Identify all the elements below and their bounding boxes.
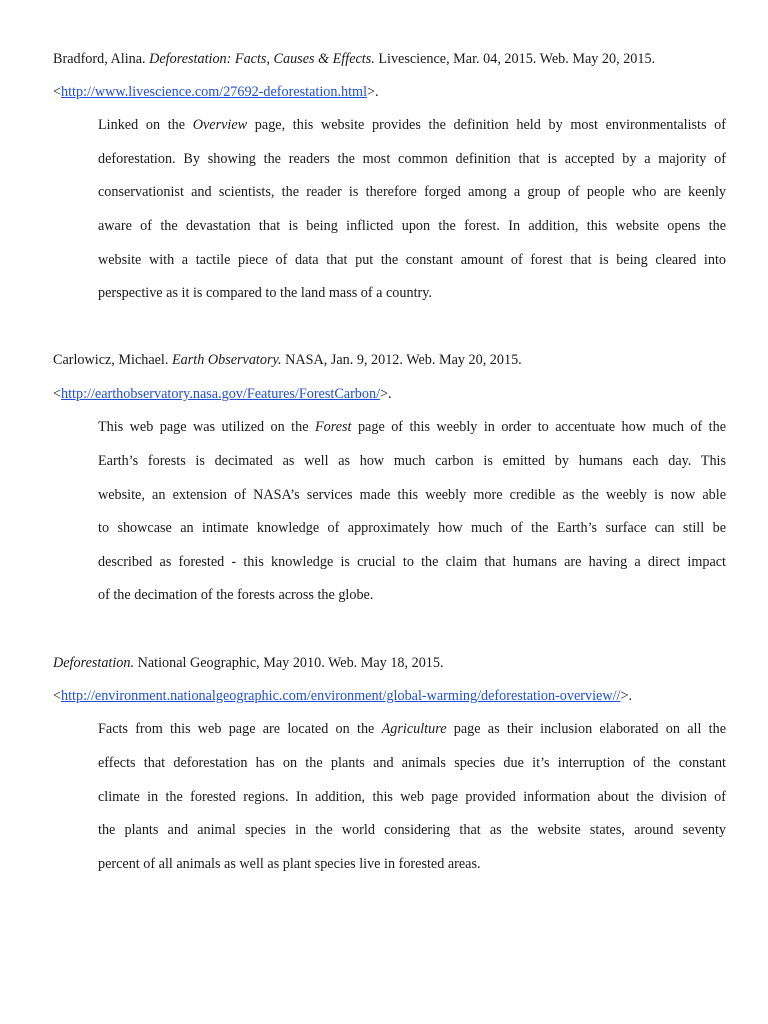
citation-url-line: <http://www.livescience.com/27692-deforestation.html>. xyxy=(53,84,379,100)
citation-source: National Geographic, May 2010. Web. May 18, 2015. xyxy=(137,655,444,671)
annotation-line: climate in the forested regions. In addition, this web page provided information about the division of xyxy=(98,789,726,805)
annotation-line: aware of the devastation that is being inflicted upon the forest. In addition, this website opens the xyxy=(98,218,726,234)
annotation-line: perspective as it is compared to the land mass of a country. xyxy=(98,285,432,301)
annotation-line: deforestation. By showing the readers the most common definition that is accepted by a majority of xyxy=(98,151,726,167)
annotation-line: Linked on the Overview page, this website provides the definition held by most environmentalists of xyxy=(98,117,726,133)
annotation-line: to showcase an intimate knowledge of approximately how much of the Earth’s surface can still be xyxy=(98,520,726,536)
annotation-line: Facts from this web page are located on the Agriculture page as their inclusion elaborated on all the xyxy=(98,721,726,737)
annotation-line: website with a tactile piece of data that put the constant amount of forest that is being cleared into xyxy=(98,252,726,268)
citation-line xyxy=(53,350,522,370)
citation-url-line: <http://earthobservatory.nasa.gov/Features/ForestCarbon/>. xyxy=(53,386,392,402)
citation-url-line: <http://environment.nationalgeographic.com/environment/global-warming/deforestation-overview//>. xyxy=(53,688,633,704)
citation-line xyxy=(53,49,655,69)
citation-author: Carlowicz, Michael. xyxy=(53,352,169,368)
citation-link[interactable]: http://environment.nationalgeographic.com/environment/global-warming/deforestation-overview// xyxy=(61,688,621,704)
annotation-line: This web page was utilized on the Forest page of this weebly in order to accentuate how much of the xyxy=(98,419,727,435)
citation-link[interactable]: http://www.livescience.com/27692-deforestation.html xyxy=(61,84,368,100)
annotation-line: effects that deforestation has on the plants and animals species due it’s interruption of the constant xyxy=(98,755,726,771)
citation-line xyxy=(53,653,444,673)
citation-source: NASA, Jan. 9, 2012. Web. May 20, 2015. xyxy=(285,352,522,368)
citation-title: Earth Observatory. xyxy=(171,352,282,368)
citation-author: Bradford, Alina. xyxy=(53,51,146,67)
citation-link[interactable]: http://earthobservatory.nasa.gov/Features/ForestCarbon/ xyxy=(61,386,381,402)
citation-title: Deforestation. xyxy=(53,655,135,671)
citation-source: Livescience, Mar. 04, 2015. Web. May 20, 2015. xyxy=(378,51,656,67)
annotation-line: Earth’s forests is decimated as well as how much carbon is emitted by humans each day. This xyxy=(98,453,726,469)
annotation-line: website, an extension of NASA’s services made this weebly more credible as the weebly is now able xyxy=(98,487,726,503)
citation-title: Deforestation: Facts, Causes & Effects. xyxy=(149,51,375,67)
annotation-line: described as forested - this knowledge is crucial to the claim that humans are having a direct impact xyxy=(98,554,726,570)
annotation-line: the plants and animal species in the world considering that as the website states, around seventy xyxy=(98,822,726,838)
annotation-line: conservationist and scientists, the reader is therefore forged among a group of people who are keenly xyxy=(98,184,726,200)
annotation-line: of the decimation of the forests across the globe. xyxy=(98,587,374,603)
annotation-line: percent of all animals as well as plant species live in forested areas. xyxy=(98,856,481,872)
